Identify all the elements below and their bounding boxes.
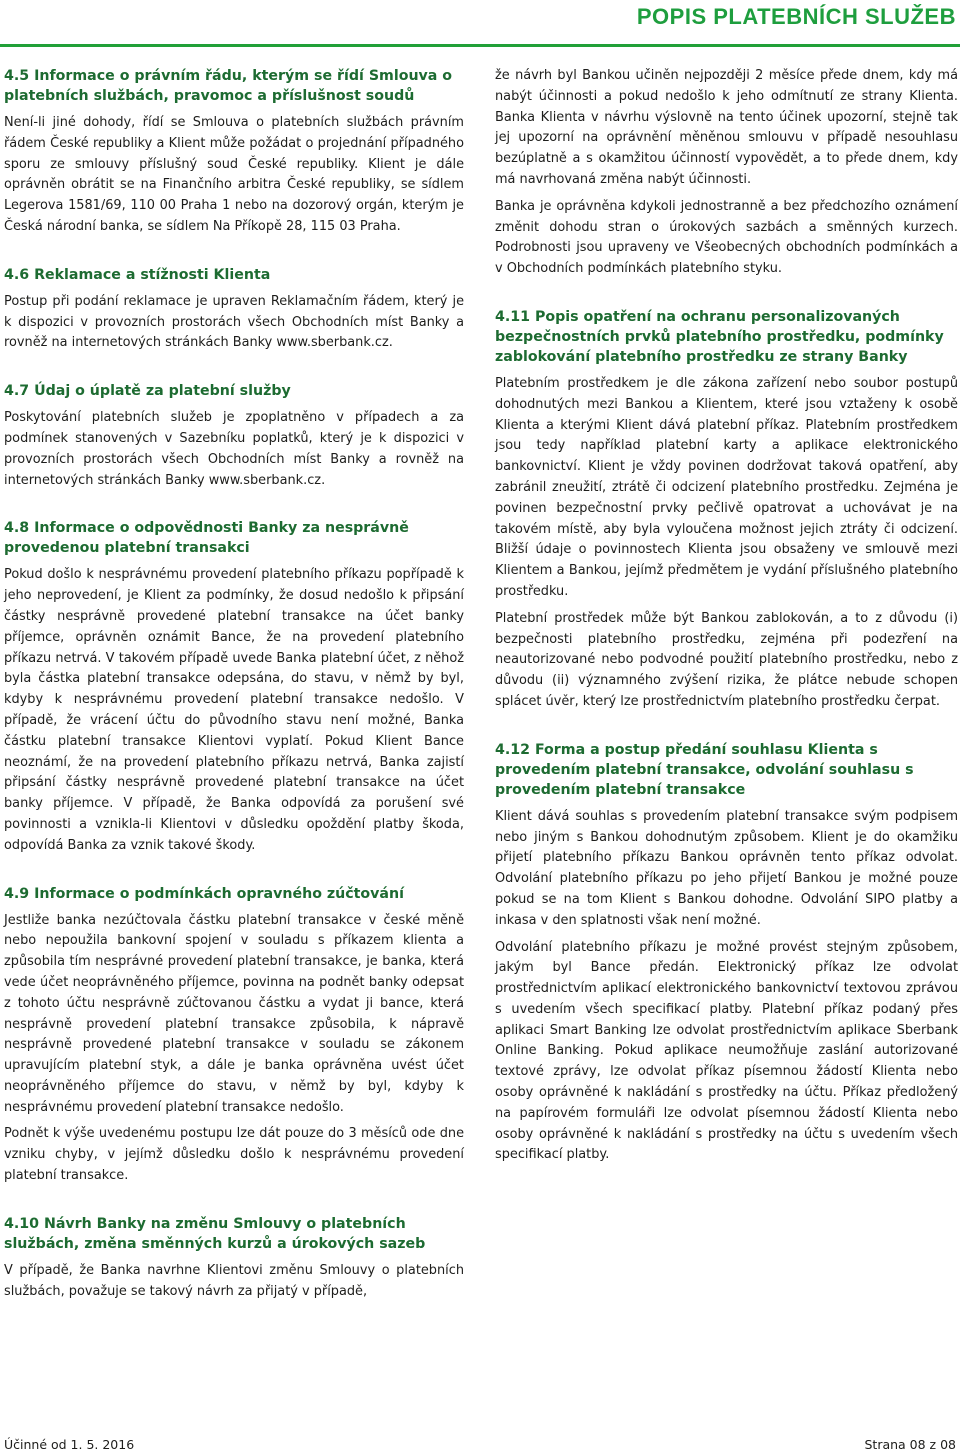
paragraph: Banka je oprávněna kdykoli jednostranně a bez předchozího oznámení změnit dohodu stran o úrokových sazbách a směnných kurzech. Podrobnosti jsou upraveny ve Všeobecných obchodních podmínkách a v Obchodních podmínkách platebního styku. — [495, 198, 958, 277]
paragraph: Odvolání platebního příkazu je možné provést stejným způsobem, jakým byl Bance předán. Elektronický příkaz lze odvolat prostřednictvím aplikací elektronického bankovnictví textovou zprávou s uvedením všech specifikací platby. Platební příkaz podaný přes aplikaci Smart Banking lze odvolat prostřednictvím aplikace Sberbank Online Banking. Pokud aplikace neumožňuje zaslání autorizované textové zprávy, lze odvolat příkaz písemnou žádostí Klienta nebo osoby oprávněné k nakládání s prostředky na účtu. Příkaz předložený na papírovém formuláři lze odvolat písemnou žádostí Klienta nebo osoby oprávněné k nakládání s prostředky na účtu s uvedením všech specifikací platby. — [495, 939, 958, 1163]
paragraph: Postup při podání reklamace je upraven Reklamačním řádem, který je k dispozici v provozních prostorách všech Obchodních míst Banky a rovněž na internetových stránkách Banky www.sberbank.cz. — [4, 293, 464, 351]
section-4-8 — [4, 518, 464, 856]
left-column — [4, 66, 464, 1302]
paragraph: Není-li jiné dohody, řídí se Smlouva o platebních službách právním řádem České republiky a Klient může požádat o projednání případného sporu ze smlouvy příslušný soud České republiky. Klient je dále oprávněn obrátit se na Finančního arbitra České republiky, se sídlem Legerova 1581/69, 110 00 Praha 1 nebo na dozorový orgán, kterým je Česká národní banka, se sídlem Na Příkopě 28, 115 03 Praha. — [4, 115, 464, 234]
section-4-7 — [4, 381, 464, 491]
paragraph: V případě, že Banka navrhne Klientovi změnu Smlouvy o platebních službách, považuje se takový návrh za přijatý v případě, — [4, 1262, 464, 1299]
page-footer — [0, 1436, 960, 1453]
section-heading: 4.12 Forma a postup předání souhlasu Klienta s provedením platební transakce, odvolání souhlasu s provedením platební transakce — [495, 741, 914, 798]
section-4-11 — [495, 307, 958, 713]
section-heading: 4.10 Návrh Banky na změnu Smlouvy o platebních službách, změna směnných kurzů a úrokových sazeb — [4, 1215, 426, 1252]
effective-date: Účinné od 1. 5. 2016 — [4, 1437, 135, 1452]
section-4-6 — [4, 265, 464, 354]
paragraph: Jestliže banka nezúčtovala částku platební transakce v české měně nebo nepoužila bankovní spojení v souladu s příkazem klienta a způsobila tím nesprávné provedení platební transakce, je banka, která vede účet neoprávněného příjemce, povinna na podnět banky odepsat z tohoto účtu nesprávně zúčtovanou částku a vydat ji bance, která nesprávně provedení platební transakce způsobila, k nápravě nesprávně provedené platební transakce v souladu se zákonem upravujícím platební styk, a dále je banka oprávněna uvést účet neoprávněného příjemce do stavu, v němž by byl, kdyby k nesprávnému provedení platební transakce nedošlo. — [4, 912, 464, 1115]
header-divider — [0, 44, 960, 47]
right-column — [495, 66, 958, 1166]
paragraph: Podnět k výše uvedenému postupu lze dát pouze do 3 měsíců ode dne vzniku chyby, v jejímž důsledku došlo k nesprávnému provedení platební transakce. — [4, 1126, 464, 1184]
paragraph: Poskytování platebních služeb je zpoplatněno v případech a za podmínek stanovených v Sazebníku poplatků, který je k dispozici v provozních prostorách všech Obchodních míst Banky a rovněž na internetových stránkách Banky www.sberbank.cz. — [4, 410, 464, 488]
section-4-5 — [4, 66, 464, 238]
section-4-12 — [495, 740, 958, 1167]
section-4-10 — [4, 1214, 464, 1303]
section-heading: 4.7 Údaj o úplatě za platební služby — [4, 383, 291, 400]
section-heading: 4.6 Reklamace a stížnosti Klienta — [4, 266, 271, 283]
section-4-10-continued — [495, 66, 958, 280]
paragraph: Pokud došlo k nesprávnému provedení platebního příkazu popřípadě k jeho neprovedení, je Klient za podmínky, že dosud nedošlo k připsání částky nesprávně provedené platební transakce na účet banky příjemce, oprávněn oznámit Bance, že na provedení platebního příkazu netrvá. V takovém případě uvede Banka platební účet, z něhož byla částka platební transakce odepsána, do stavu, v němž by byl, kdyby k nesprávnému provedení platební transakce nedošlo. V případě, že vrácení účtu do původního stavu není možné, Banka částku platební transakce Klientovi vyplatí. Pokud Klient Bance neoznámí, že na provedení platebního příkazu netrvá, Banka zajistí připsání částky nesprávně provedené platební transakce na účet banky příjemce. V případě, že Banka odpovídá za porušení své povinnosti a vznikla-li Klientovi v důsledku opoždění platby škoda, odpovídá Banka za vznik takové škody. — [4, 567, 464, 853]
paragraph: Platebním prostředkem je dle zákona zařízení nebo soubor postupů dohodnutých mezi Bankou a Klientem, které jsou vztaženy k osobě Klienta a kterými Klient dává platební příkaz. Platebním prostředkem jsou tedy například platební karty a aplikace elektronického bankovnictví. Klient je vždy povinen dodržovat taková opatření, aby zabránil zneužití, ztrátě či odcizení platebního prostředku. Zejména je povinen bezpečnostní prvky pečlivě opatrovat a uchovávat je na takovém místě, aby byla vyloučena možnost jejich ztráty či odcizení. Bližší údaje o povinnostech Klienta jsou obsaženy ve smlouvě mezi Klientem a Bankou, jejímž předmětem je vydání příslušného platebního prostředku. — [495, 375, 958, 599]
page-number: Strana 08 z 08 — [864, 1437, 956, 1452]
paragraph: Platební prostředek může být Bankou zablokován, a to z důvodu (i) bezpečnosti platebního prostředku, zejména při podezření na neautorizované nebo podvodné použití platebního prostředku, nebo z důvodu (ii) významného zvýšení rizika, že plátce nebude schopen splácet úvěr, který lze prostřednictvím platebního prostředku čerpat. — [495, 610, 958, 709]
paragraph: Klient dává souhlas s provedením platební transakce svým podpisem nebo jiným s Bankou dohodnutým způsobem. Klient je do okamžiku přijetí platebního příkazu Bankou oprávněn tento příkaz odvolat. Odvolání platebního příkazu po jeho přijetí Bankou je možné pouze pokud se na tom Klient s Bankou dohodne. Odvolání SIPO platby a inkasa v den splatnosti však není možné. — [495, 808, 958, 928]
section-4-9 — [4, 884, 464, 1187]
section-heading: 4.9 Informace o podmínkách opravného zúčtování — [4, 885, 404, 902]
section-heading: 4.8 Informace o odpovědnosti Banky za nesprávně provedenou platební transakci — [4, 520, 409, 557]
section-heading: 4.11 Popis opatření na ochranu personalizovaných bezpečnostních prvků platebního prostředku, podmínky zablokování platebního prostředku ze strany Banky — [495, 308, 944, 365]
paragraph: že návrh byl Bankou učiněn nejpozději 2 měsíce přede dnem, kdy má nabýt účinnosti a pokud nedošlo k jeho odmítnutí ze strany Klienta. Banka Klienta v návrhu výslovně na tento účinek upozorní, stejně tak jej upozorní na oprávnění měněnou smlouvu v případě nesouhlasu bezúplatně a s okamžitou účinností vypovědět, a to přede dnem, kdy má navrhovaná změna nabýt účinnosti. — [495, 68, 958, 187]
section-heading: 4.5 Informace o právním řádu, kterým se řídí Smlouva o platebních službách, pravomoc a příslušnost soudů — [4, 68, 453, 104]
page-header-title: POPIS PLATEBNÍCH SLUŽEB — [636, 4, 956, 29]
